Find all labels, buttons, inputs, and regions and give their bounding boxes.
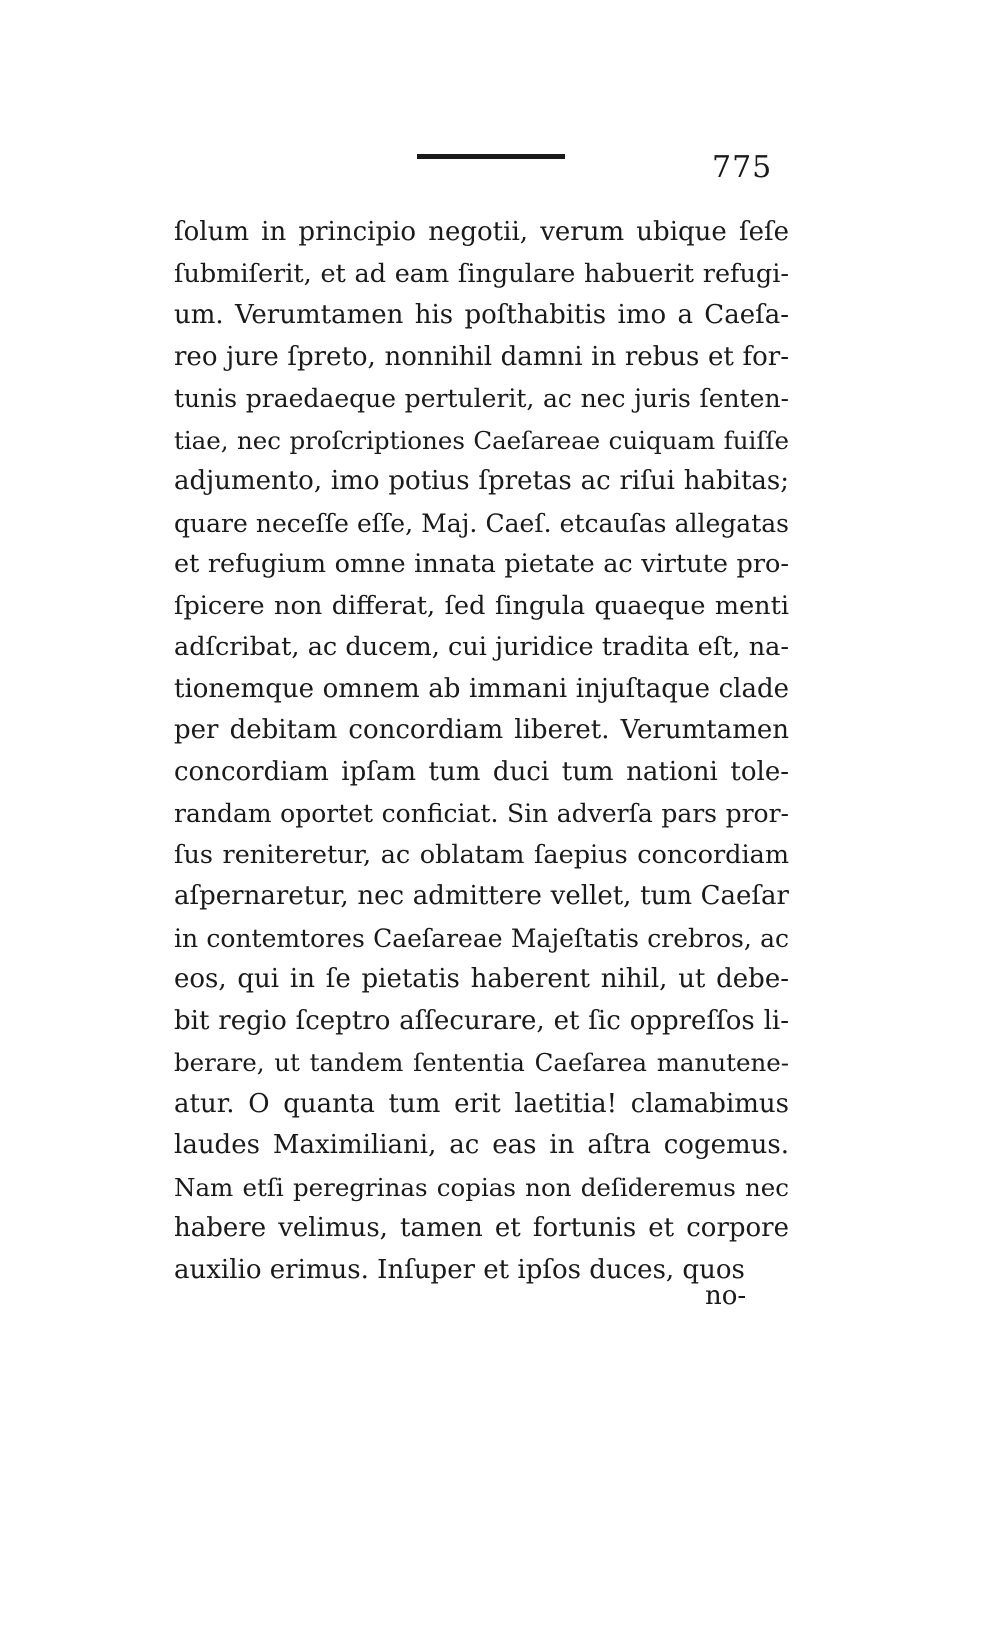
text-line: quare neceſſe eſſe, Maj. Caeſ. etcauſas allegatas: [174, 508, 789, 538]
text-line: et refugium omne innata pietate ac virtute pro-: [174, 549, 789, 579]
text-line: adjumento, imo potius ſpretas ac riſui habitas;: [174, 466, 789, 496]
catchword: no-: [705, 1281, 747, 1311]
page-number: 775: [712, 150, 773, 185]
text-line: atur. O quanta tum erit laetitia! clamabimus: [174, 1088, 789, 1119]
text-line: in contemtores Caeſareae Majeſtatis crebros, ac: [174, 923, 789, 953]
header-rule: [417, 154, 565, 159]
text-line: tunis praedaeque pertulerit, ac nec juris ſenten-: [174, 384, 789, 413]
text-line: eos, qui in ſe pietatis haberent nihil, ut debe-: [174, 964, 789, 994]
text-line: aſpernaretur, nec admittere vellet, tum Caeſar: [174, 881, 789, 911]
text-line: tiae, nec proſcriptiones Caeſareae cuiquam fuiſſe: [174, 425, 789, 455]
text-line: berare, ut tandem ſententia Caeſarea manutene-: [174, 1048, 789, 1077]
text-line: tionemque omnem ab immani injuſtaque clade: [174, 673, 789, 704]
body-text: [174, 212, 789, 1291]
text-line: habere velimus, tamen et fortunis et corpore: [174, 1213, 789, 1243]
text-line: ſubmiſerit, et ad eam ſingulare habuerit refugi-: [174, 258, 789, 289]
text-line: um. Verumtamen his poſthabitis imo a Caeſa-: [174, 300, 789, 330]
text-line: ſpicere non differat, ſed ſingula quaeque menti: [174, 590, 789, 621]
text-line: ſolum in principio negotii, verum ubique ſeſe: [174, 217, 789, 247]
text-line: reo jure ſpreto, nonnihil damni in rebus et for-: [174, 341, 789, 372]
text-line: bit regio ſceptro aſſecurare, et ſic oppreſſos li-: [174, 1005, 789, 1036]
text-line: per debitam concordiam liberet. Verumtamen: [174, 715, 789, 745]
text-line: auxilio erimus. Inſuper et ipſos duces, quos: [174, 1254, 745, 1285]
text-line: randam oportet conficiat. Sin adverſa pars pror-: [174, 799, 789, 828]
text-line: laudes Maximiliani, ac eas in aſtra cogemus.: [174, 1130, 789, 1160]
text-line: ſus reniteretur, ac oblatam ſaepius concordiam: [174, 839, 789, 870]
text-line: adſcribat, ac ducem, cui juridice tradita eſt, na-: [174, 632, 789, 662]
text-line: concordiam ipſam tum duci tum nationi tole-: [174, 756, 789, 787]
text-line: Nam etſi peregrinas copias non deſideremus nec: [174, 1172, 789, 1202]
